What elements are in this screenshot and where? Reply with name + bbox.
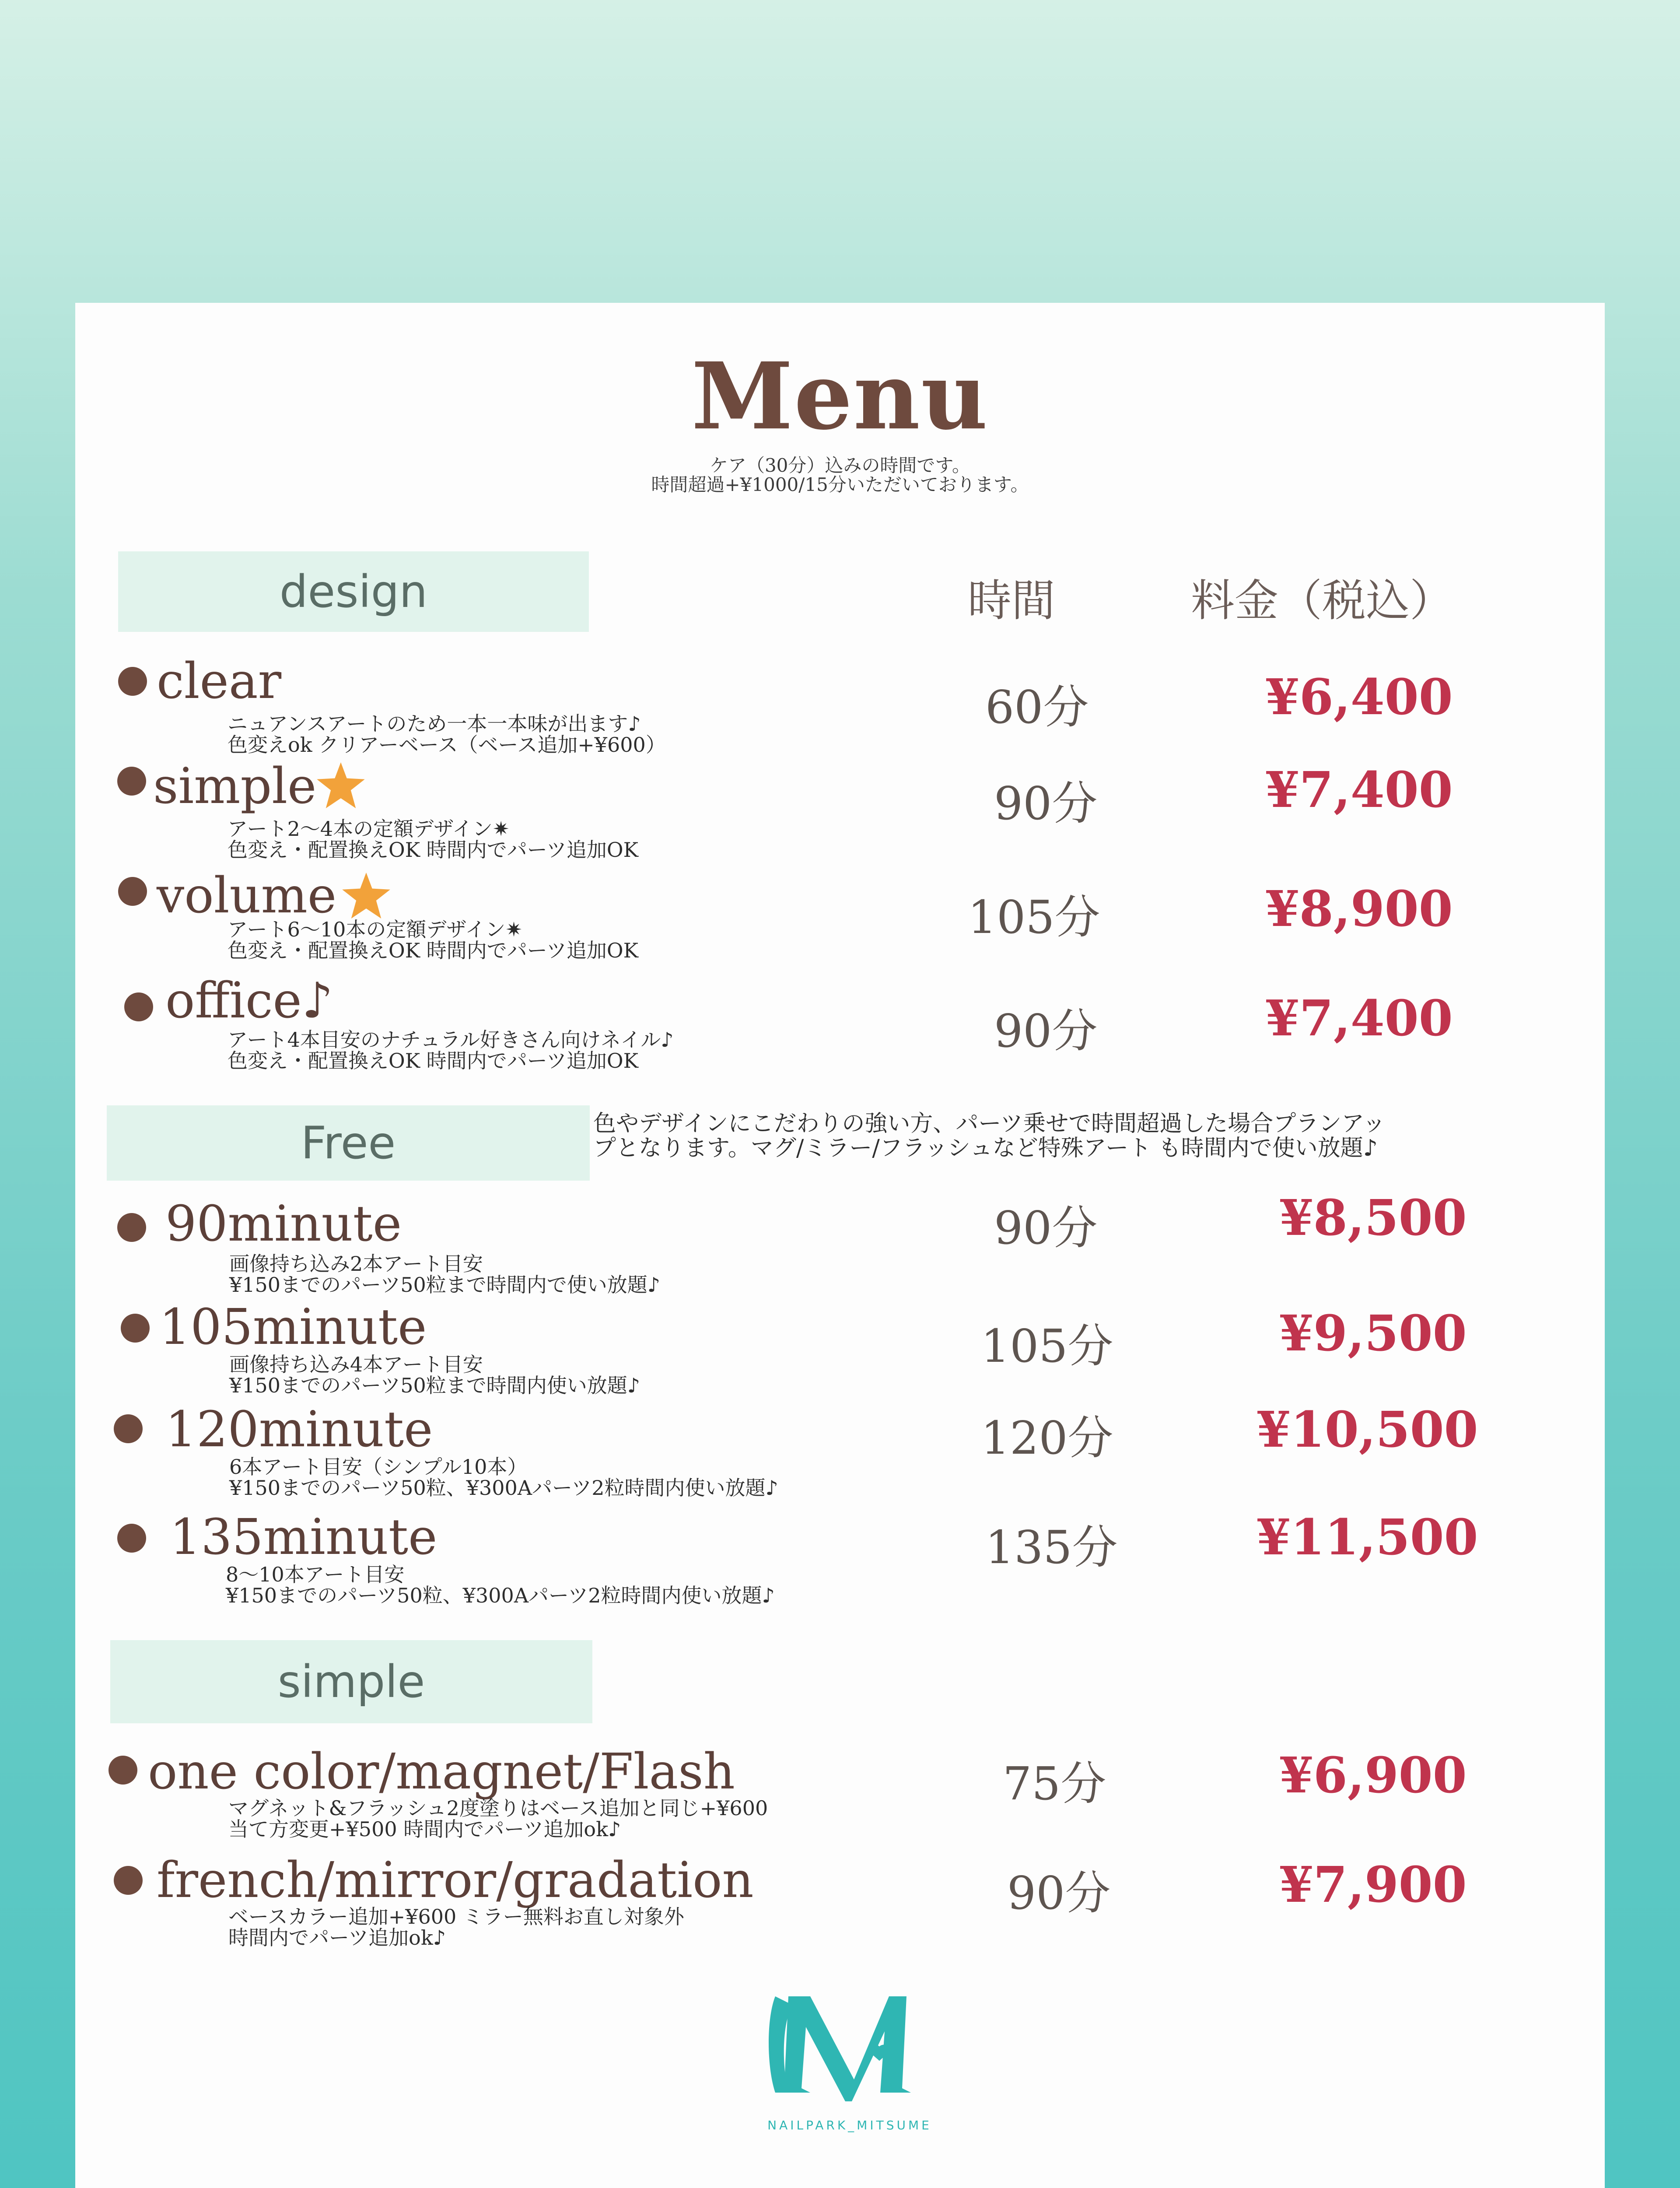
free-note-line1: 色やデザインにこだわりの強い方、パーツ乗せで時間超過した場合プランアッ <box>593 1111 1386 1137</box>
item-desc-105minute-2: ¥150までのパーツ50粒まで時間内使い放題♪ <box>229 1374 640 1397</box>
care-note <box>75 456 1605 494</box>
item-desc-90minute-2: ¥150までのパーツ50粒まで時間内で使い放題♪ <box>229 1273 661 1297</box>
bullet-dot <box>118 667 147 696</box>
page-title: Menu <box>691 342 989 450</box>
bullet-dot <box>117 1524 146 1553</box>
item-price-90minute: ¥8,500 <box>1279 1189 1467 1247</box>
item-name-90minute: 90minute <box>165 1196 402 1252</box>
item-price-volume: ¥8,900 <box>1265 880 1453 938</box>
item-desc-135minute-2: ¥150までのパーツ50粒、¥300Aパーツ2粒時間内使い放題♪ <box>226 1584 775 1607</box>
item-desc-90minute-1: 画像持ち込み2本アート目安 <box>229 1252 483 1276</box>
item-desc-one-color-2: 当て方変更+¥500 時間内でパーツ追加ok♪ <box>228 1817 621 1841</box>
item-desc-volume-2: 色変え・配置換えOK 時間内でパーツ追加OK <box>228 939 638 962</box>
item-price-simple: ¥7,400 <box>1265 761 1453 819</box>
item-price-french: ¥7,900 <box>1279 1856 1467 1914</box>
item-desc-french-1: ベースカラー追加+¥600 ミラー無料お直し対象外 <box>228 1905 684 1929</box>
item-price-one-color: ¥6,900 <box>1279 1747 1467 1804</box>
item-time-clear: 60分 <box>985 680 1089 734</box>
item-time-135minute: 135分 <box>985 1521 1118 1574</box>
m-monogram-logo-icon <box>758 1979 942 2110</box>
item-name-105minute: 105minute <box>159 1299 427 1356</box>
item-time-105minute: 105分 <box>981 1319 1113 1373</box>
item-name-135minute: 135minute <box>170 1509 438 1566</box>
star-icon <box>317 762 365 808</box>
bullet-dot <box>118 877 147 906</box>
item-time-office: 90分 <box>994 1004 1098 1058</box>
item-name-office: office♪ <box>165 972 333 1029</box>
item-name-clear: clear <box>157 653 282 710</box>
bullet-dot <box>121 1314 150 1343</box>
bullet-dot <box>117 767 146 796</box>
item-desc-clear-1: ニュアンスアートのため一本一本味が出ます♪ <box>228 712 641 736</box>
item-time-french: 90分 <box>1007 1866 1111 1920</box>
item-desc-office-1: アート4本目安のナチュラル好きさん向けネイル♪ <box>228 1028 674 1052</box>
item-time-volume: 105分 <box>968 891 1100 944</box>
item-time-90minute: 90分 <box>994 1201 1098 1255</box>
item-desc-volume-1: アート6〜10本の定額デザイン✷ <box>228 918 522 941</box>
item-desc-french-2: 時間内でパーツ追加ok♪ <box>228 1926 446 1950</box>
item-price-office: ¥7,400 <box>1265 990 1453 1047</box>
item-price-clear: ¥6,400 <box>1265 669 1453 726</box>
item-desc-office-2: 色変え・配置換えOK 時間内でパーツ追加OK <box>228 1049 638 1073</box>
column-header-price: 料金（税込） <box>1191 575 1453 626</box>
item-price-135minute: ¥11,500 <box>1256 1509 1478 1566</box>
bullet-dot <box>114 1866 143 1895</box>
item-desc-105minute-1: 画像持ち込み4本アート目安 <box>229 1353 483 1376</box>
care-note-line2: 時間超過+¥1000/15分いただいております。 <box>651 474 1029 495</box>
item-desc-simple-2: 色変え・配置換えOK 時間内でパーツ追加OK <box>228 838 638 862</box>
item-name-120minute: 120minute <box>165 1401 433 1458</box>
logo-text: NAILPARK_MITSUME <box>767 2118 932 2132</box>
menu-card <box>75 303 1605 2188</box>
item-desc-clear-2: 色変えok クリアーベース（ベース追加+¥600） <box>228 733 666 757</box>
section-label-simple: simple <box>110 1640 592 1723</box>
item-price-120minute: ¥10,500 <box>1256 1401 1478 1459</box>
free-note-line2: プとなります。マグ/ミラー/フラッシュなど特殊アート も時間内で使い放題♪ <box>593 1135 1378 1161</box>
item-desc-135minute-1: 8〜10本アート目安 <box>226 1563 405 1586</box>
column-header-time: 時間 <box>968 575 1055 626</box>
bullet-dot <box>124 992 153 1021</box>
bullet-dot <box>108 1756 137 1785</box>
item-name-volume: volume <box>157 867 337 924</box>
section-label-design: design <box>118 551 589 632</box>
section-label-free: Free <box>107 1105 590 1181</box>
item-price-105minute: ¥9,500 <box>1279 1305 1467 1362</box>
star-icon <box>342 873 390 919</box>
item-desc-120minute-2: ¥150までのパーツ50粒、¥300Aパーツ2粒時間内使い放題♪ <box>229 1476 778 1500</box>
bullet-dot <box>114 1414 143 1443</box>
item-desc-one-color-1: マグネット&フラッシュ2度塗りはベース追加と同じ+¥600 <box>228 1796 768 1820</box>
item-time-simple: 90分 <box>994 777 1098 830</box>
item-name-french: french/mirror/gradation <box>157 1852 754 1909</box>
item-name-simple: simple <box>153 758 317 815</box>
item-name-one-color: one color/magnet/Flash <box>148 1743 735 1800</box>
item-desc-120minute-1: 6本アート目安（シンプル10本） <box>229 1455 528 1479</box>
item-time-one-color: 75分 <box>1003 1757 1106 1810</box>
bullet-dot <box>117 1213 146 1242</box>
item-time-120minute: 120分 <box>981 1411 1113 1465</box>
item-desc-simple-1: アート2〜4本の定額デザイン✷ <box>228 817 510 841</box>
care-note-line1: ケア（30分）込みの時間です。 <box>709 455 971 476</box>
